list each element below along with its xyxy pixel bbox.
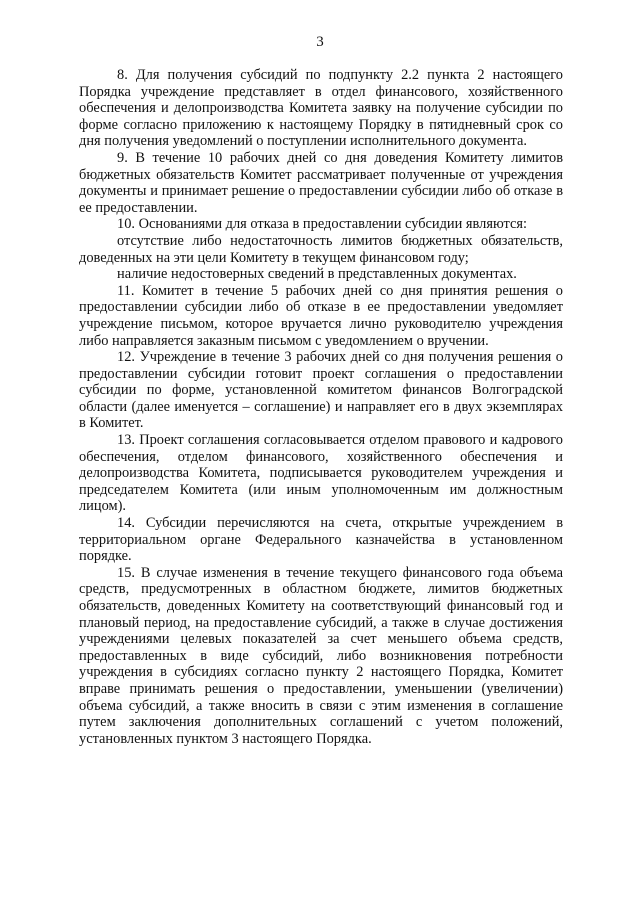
paragraph-12: 12. Учреждение в течение 3 рабочих дней со дня получения решения о предоставлении субсидии готовит проект соглашения о предоставлении субсидии по форме, установленной комитетом финансов Волгоградской области (далее именуется – соглашение) и направляет его в двух экземплярах в Комитет. [79,349,563,432]
paragraph-11: 11. Комитет в течение 5 рабочих дней со дня принятия решения о предоставлении субсидии либо об отказе в ее предоставлении уведомляет учреждение письмом, которое вручается лично руководителю учреждения либо направляется заказным письмом с уведомлением о вручении. [79,282,563,349]
paragraph-9: 9. В течение 10 рабочих дней со дня доведения Комитету лимитов бюджетных обязательств Комитет рассматривает полученные от учреждения документы и принимает решение о предоставлении субсидии либо об отказе в ее предоставлении. [79,149,563,216]
paragraph-10-reason-2: наличие недостоверных сведений в представленных документах. [117,266,517,283]
page-number: 3 [316,34,324,50]
paragraph-10: 10. Основаниями для отказа в предоставлении субсидии являются: [117,216,527,233]
document-body [79,67,563,747]
paragraph-13: 13. Проект соглашения согласовывается отделом правового и кадрового обеспечения, отделом финансового, хозяйственного обеспечения и делопроизводства Комитета, подписывается руководителем учреждения и председателем Комитета (или иным уполномоченным им должностным лицом). [79,432,563,515]
paragraph-14: 14. Субсидии перечисляются на счета, открытые учреждением в территориальном органе Федерального казначейства в установленном порядке. [79,515,563,565]
paragraph-15: 15. В случае изменения в течение текущего финансового года объема средств, предусмотренных в областном бюджете, лимитов бюджетных обязательств, доведенных Комитету на соответствующий финансовый год и плановый период, на предоставление субсидий, а также в случае достижения учреждениями целевых показателей за счет меньшего объема средств, предоставленных в виде субсидий, либо возникновения потребности учреждения в субсидиях согласно пункту 2 настоящего Порядка, Комитет вправе принимать решения о предоставлении, уменьшении (увеличении) объема субсидий, а также вносить в связи с этим изменения в соглашение путем заключения дополнительных соглашений с учетом положений, установленных пунктом 3 настоящего Порядка. [79,564,563,747]
paragraph-10-reason-1: отсутствие либо недостаточность лимитов бюджетных обязательств, доведенных на эти цели Комитету в текущем финансовом году; [79,232,563,266]
paragraph-8: 8. Для получения субсидий по подпункту 2.2 пункта 2 настоящего Порядка учреждение представляет в отдел финансового, хозяйственного обеспечения и делопроизводства Комитета заявку на получение субсидии по форме согласно приложению к настоящему Порядку в пятидневный срок со дня получения уведомлений о поступлении исполнительного документа. [79,67,563,150]
